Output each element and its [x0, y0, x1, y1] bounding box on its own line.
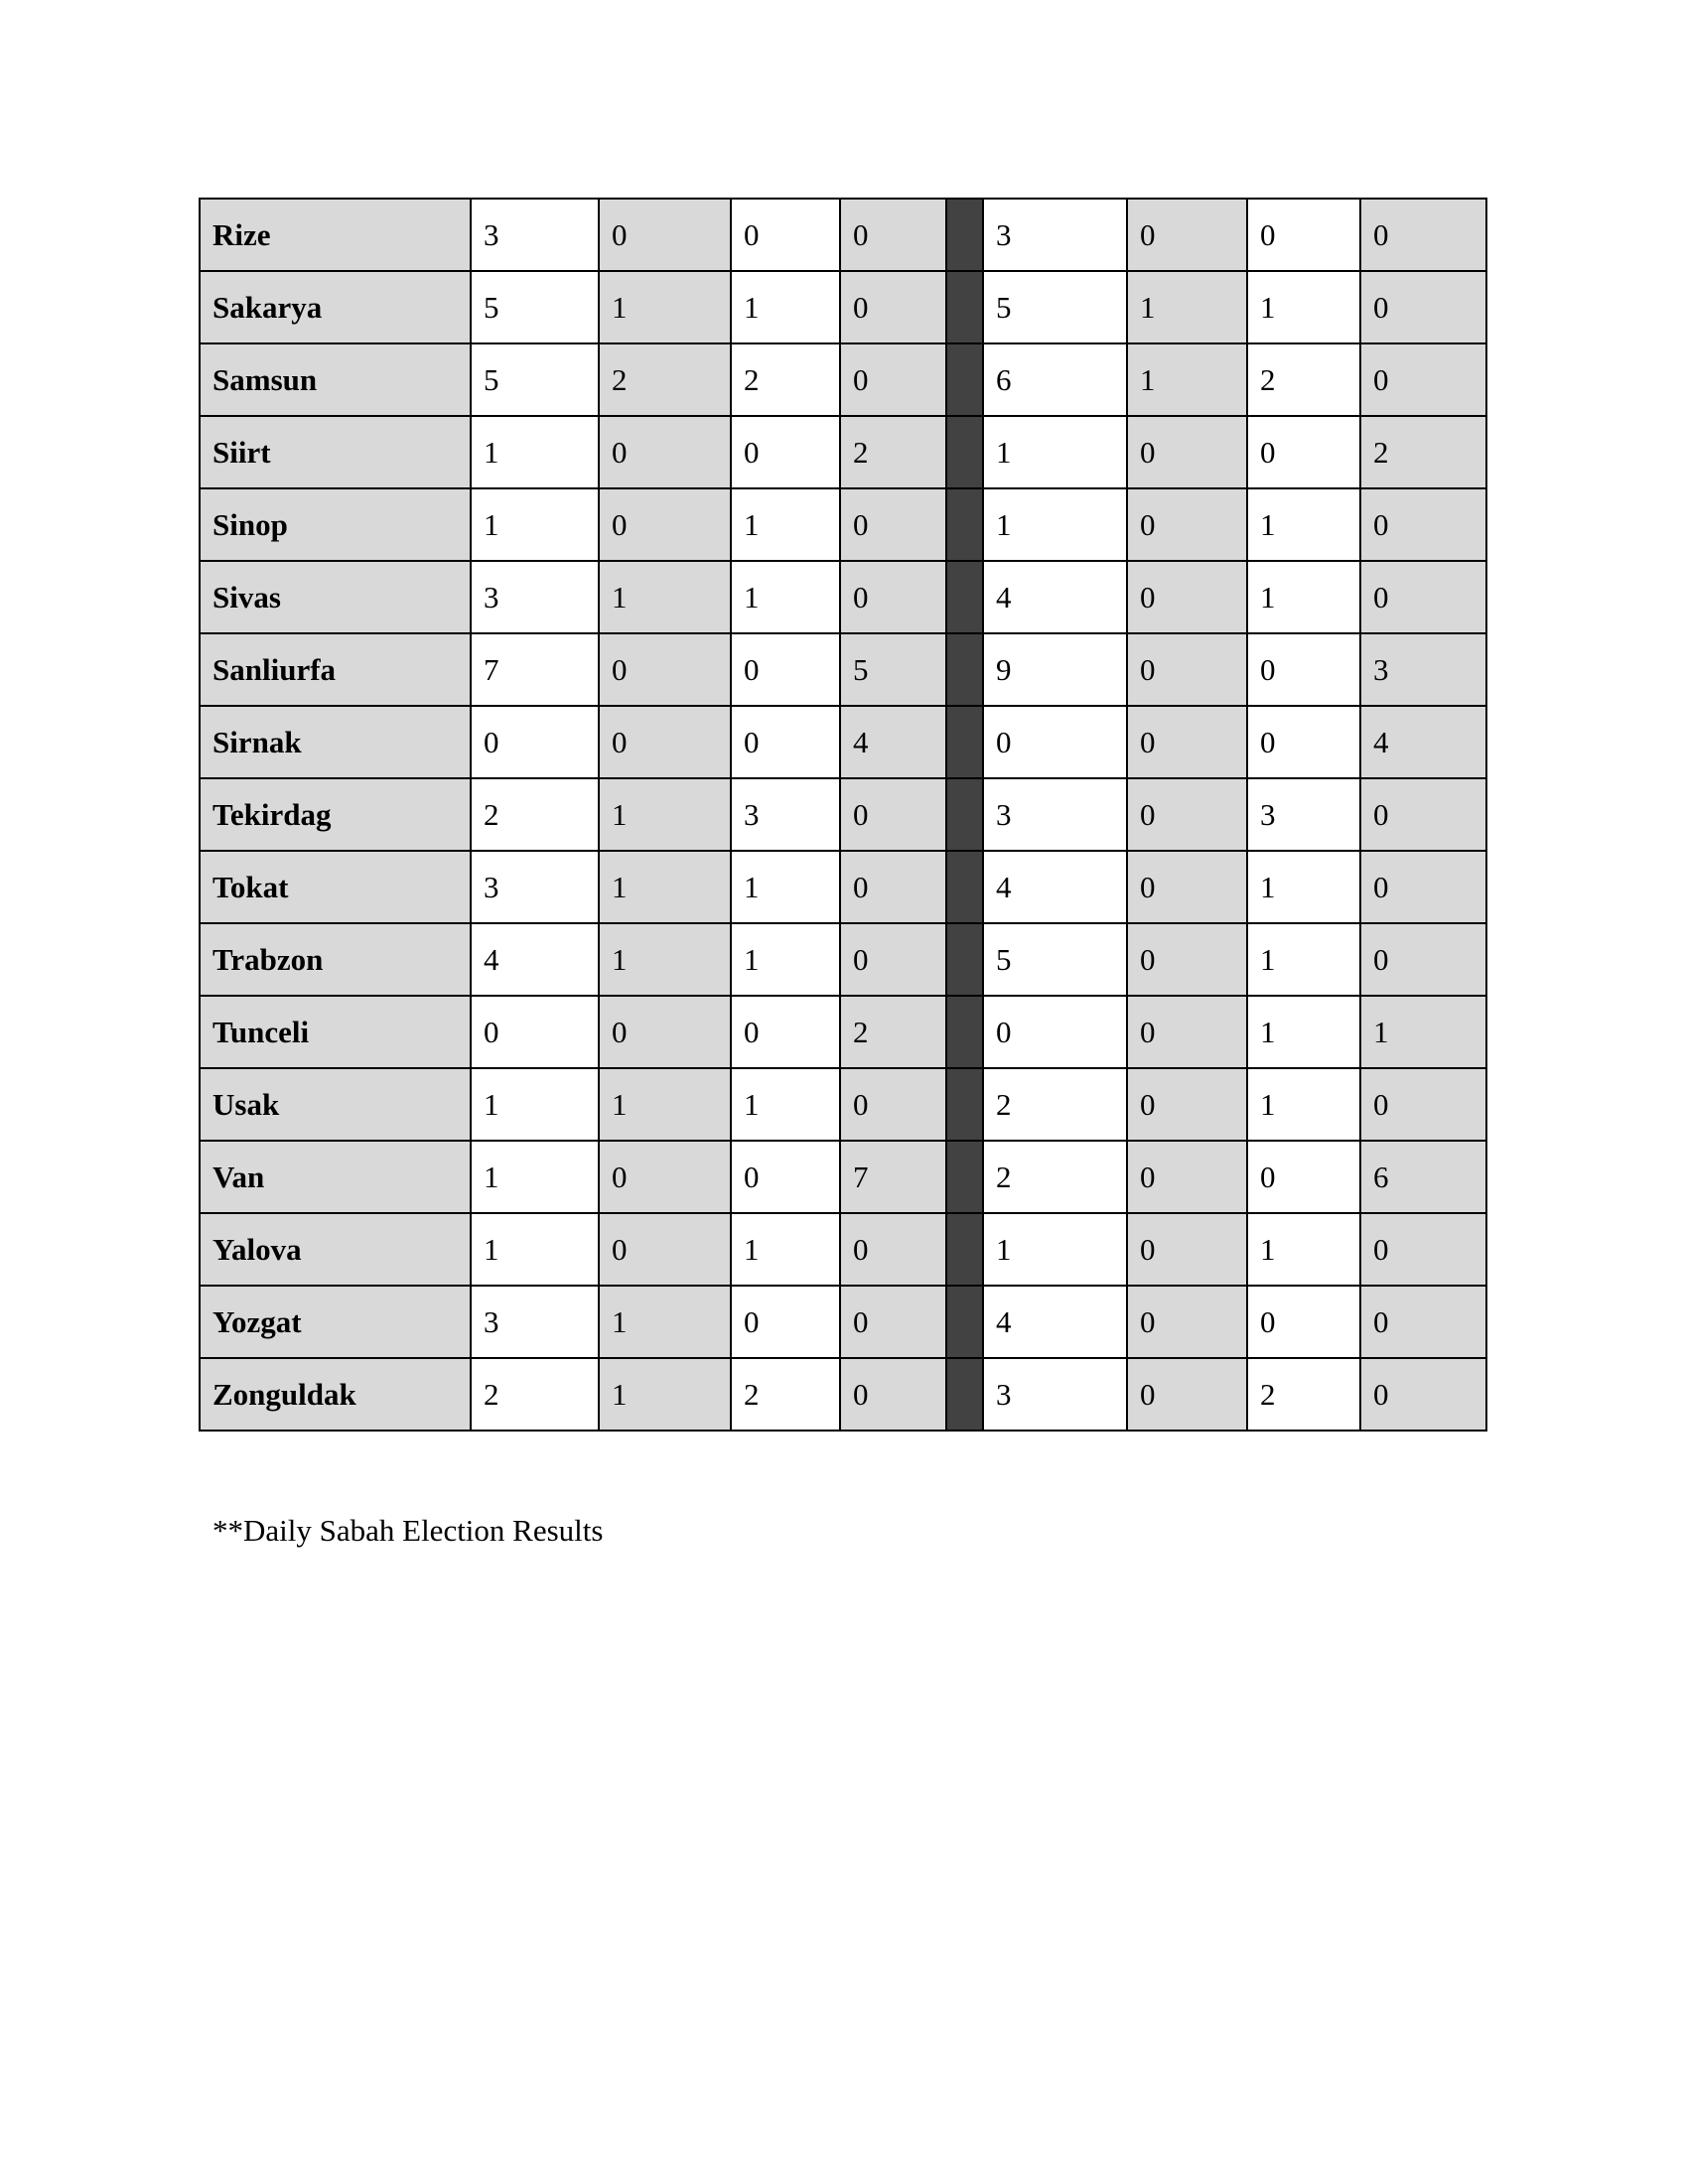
- right-value-cell: 4: [983, 1286, 1127, 1358]
- left-value-cell: 0: [840, 271, 946, 343]
- left-value-cell: 2: [471, 778, 599, 851]
- separator-cell: [946, 633, 983, 706]
- left-value-cell: 1: [731, 488, 840, 561]
- left-value-cell: 7: [840, 1141, 946, 1213]
- right-value-cell: 3: [983, 778, 1127, 851]
- left-value-cell: 5: [471, 271, 599, 343]
- separator-cell: [946, 343, 983, 416]
- left-value-cell: 1: [599, 1358, 731, 1431]
- right-value-cell: 0: [1127, 1358, 1247, 1431]
- separator-cell: [946, 488, 983, 561]
- left-value-cell: 0: [471, 996, 599, 1068]
- left-value-cell: 2: [840, 416, 946, 488]
- left-value-cell: 0: [840, 1213, 946, 1286]
- left-value-cell: 1: [599, 778, 731, 851]
- right-value-cell: 0: [1360, 1358, 1486, 1431]
- left-value-cell: 0: [599, 199, 731, 271]
- source-footnote: **Daily Sabah Election Results: [212, 1513, 604, 1548]
- separator-cell: [946, 778, 983, 851]
- province-name-cell: Yalova: [200, 1213, 471, 1286]
- separator-cell: [946, 1068, 983, 1141]
- left-value-cell: 0: [731, 996, 840, 1068]
- separator-cell: [946, 996, 983, 1068]
- table-row: [200, 996, 1486, 1068]
- right-value-cell: 0: [983, 706, 1127, 778]
- left-value-cell: 0: [599, 996, 731, 1068]
- left-value-cell: 1: [599, 271, 731, 343]
- left-value-cell: 4: [471, 923, 599, 996]
- right-value-cell: 2: [1360, 416, 1486, 488]
- left-value-cell: 0: [840, 561, 946, 633]
- left-value-cell: 0: [731, 633, 840, 706]
- left-value-cell: 0: [599, 416, 731, 488]
- right-value-cell: 1: [1247, 1068, 1360, 1141]
- left-value-cell: 1: [731, 1068, 840, 1141]
- table-row: [200, 1286, 1486, 1358]
- right-value-cell: 4: [1360, 706, 1486, 778]
- province-name-cell: Van: [200, 1141, 471, 1213]
- left-value-cell: 0: [840, 923, 946, 996]
- table-row: [200, 706, 1486, 778]
- province-name-cell: Trabzon: [200, 923, 471, 996]
- left-value-cell: 1: [471, 1213, 599, 1286]
- left-value-cell: 1: [731, 561, 840, 633]
- left-value-cell: 0: [731, 1141, 840, 1213]
- province-name-cell: Yozgat: [200, 1286, 471, 1358]
- table-row: [200, 1213, 1486, 1286]
- left-value-cell: 3: [471, 561, 599, 633]
- left-value-cell: 0: [731, 706, 840, 778]
- province-name-cell: Tekirdag: [200, 778, 471, 851]
- left-value-cell: 1: [731, 1213, 840, 1286]
- right-value-cell: 9: [983, 633, 1127, 706]
- left-value-cell: 0: [599, 1213, 731, 1286]
- right-value-cell: 1: [1247, 923, 1360, 996]
- left-value-cell: 0: [731, 416, 840, 488]
- province-name-cell: Tunceli: [200, 996, 471, 1068]
- right-value-cell: 0: [1127, 1068, 1247, 1141]
- right-value-cell: 0: [1247, 1286, 1360, 1358]
- right-value-cell: 1: [1247, 1213, 1360, 1286]
- table-row: [200, 343, 1486, 416]
- right-value-cell: 0: [1247, 1141, 1360, 1213]
- right-value-cell: 0: [1360, 1213, 1486, 1286]
- right-value-cell: 1: [983, 1213, 1127, 1286]
- right-value-cell: 2: [1247, 1358, 1360, 1431]
- left-value-cell: 1: [471, 1141, 599, 1213]
- province-name-cell: Sakarya: [200, 271, 471, 343]
- left-value-cell: 3: [731, 778, 840, 851]
- left-value-cell: 1: [471, 1068, 599, 1141]
- election-results-table: [199, 198, 1487, 1432]
- separator-cell: [946, 1213, 983, 1286]
- right-value-cell: 0: [1127, 778, 1247, 851]
- province-name-cell: Zonguldak: [200, 1358, 471, 1431]
- left-value-cell: 0: [599, 706, 731, 778]
- province-name-cell: Samsun: [200, 343, 471, 416]
- left-value-cell: 1: [599, 923, 731, 996]
- left-value-cell: 2: [840, 996, 946, 1068]
- right-value-cell: 0: [1127, 416, 1247, 488]
- right-value-cell: 0: [1360, 488, 1486, 561]
- separator-cell: [946, 851, 983, 923]
- left-value-cell: 2: [599, 343, 731, 416]
- right-value-cell: 0: [1127, 561, 1247, 633]
- table-row: [200, 778, 1486, 851]
- left-value-cell: 0: [599, 1141, 731, 1213]
- right-value-cell: 3: [983, 199, 1127, 271]
- right-value-cell: 1: [1247, 561, 1360, 633]
- right-value-cell: 1: [983, 488, 1127, 561]
- right-value-cell: 0: [1360, 271, 1486, 343]
- right-value-cell: 0: [983, 996, 1127, 1068]
- right-value-cell: 0: [1127, 996, 1247, 1068]
- right-value-cell: 5: [983, 923, 1127, 996]
- right-value-cell: 0: [1360, 923, 1486, 996]
- right-value-cell: 0: [1360, 343, 1486, 416]
- table-body: [200, 199, 1486, 1431]
- right-value-cell: 0: [1127, 923, 1247, 996]
- right-value-cell: 6: [983, 343, 1127, 416]
- left-value-cell: 1: [599, 1286, 731, 1358]
- right-value-cell: 0: [1247, 416, 1360, 488]
- left-value-cell: 0: [840, 778, 946, 851]
- table-row: [200, 923, 1486, 996]
- right-value-cell: 0: [1127, 706, 1247, 778]
- right-value-cell: 1: [1247, 271, 1360, 343]
- right-value-cell: 3: [1247, 778, 1360, 851]
- separator-cell: [946, 706, 983, 778]
- left-value-cell: 0: [471, 706, 599, 778]
- table-row: [200, 488, 1486, 561]
- right-value-cell: 1: [1127, 271, 1247, 343]
- right-value-cell: 0: [1360, 561, 1486, 633]
- left-value-cell: 1: [731, 923, 840, 996]
- right-value-cell: 0: [1360, 1068, 1486, 1141]
- left-value-cell: 1: [471, 416, 599, 488]
- right-value-cell: 0: [1127, 1213, 1247, 1286]
- left-value-cell: 1: [599, 561, 731, 633]
- right-value-cell: 0: [1127, 851, 1247, 923]
- separator-cell: [946, 561, 983, 633]
- separator-cell: [946, 923, 983, 996]
- left-value-cell: 2: [731, 343, 840, 416]
- left-value-cell: 1: [731, 851, 840, 923]
- left-value-cell: 3: [471, 199, 599, 271]
- left-value-cell: 1: [599, 1068, 731, 1141]
- table-row: [200, 851, 1486, 923]
- table-row: [200, 561, 1486, 633]
- right-value-cell: 0: [1360, 199, 1486, 271]
- left-value-cell: 0: [840, 1286, 946, 1358]
- province-name-cell: Sirnak: [200, 706, 471, 778]
- separator-cell: [946, 271, 983, 343]
- right-value-cell: 0: [1247, 199, 1360, 271]
- left-value-cell: 2: [731, 1358, 840, 1431]
- right-value-cell: 1: [983, 416, 1127, 488]
- left-value-cell: 3: [471, 1286, 599, 1358]
- separator-cell: [946, 1286, 983, 1358]
- right-value-cell: 0: [1127, 1141, 1247, 1213]
- separator-cell: [946, 1358, 983, 1431]
- left-value-cell: 1: [599, 851, 731, 923]
- left-value-cell: 0: [840, 199, 946, 271]
- right-value-cell: 1: [1247, 488, 1360, 561]
- left-value-cell: 0: [840, 488, 946, 561]
- left-value-cell: 0: [599, 633, 731, 706]
- left-value-cell: 5: [471, 343, 599, 416]
- province-name-cell: Sivas: [200, 561, 471, 633]
- table-row: [200, 1068, 1486, 1141]
- left-value-cell: 0: [840, 343, 946, 416]
- right-value-cell: 5: [983, 271, 1127, 343]
- separator-cell: [946, 416, 983, 488]
- right-value-cell: 4: [983, 851, 1127, 923]
- right-value-cell: 0: [1127, 1286, 1247, 1358]
- left-value-cell: 1: [731, 271, 840, 343]
- table-row: [200, 1358, 1486, 1431]
- table-row: [200, 271, 1486, 343]
- left-value-cell: 5: [840, 633, 946, 706]
- right-value-cell: 1: [1127, 343, 1247, 416]
- left-value-cell: 0: [840, 1358, 946, 1431]
- left-value-cell: 2: [471, 1358, 599, 1431]
- province-name-cell: Usak: [200, 1068, 471, 1141]
- right-value-cell: 0: [1127, 199, 1247, 271]
- left-value-cell: 0: [840, 1068, 946, 1141]
- right-value-cell: 2: [983, 1141, 1127, 1213]
- left-value-cell: 1: [471, 488, 599, 561]
- right-value-cell: 0: [1360, 851, 1486, 923]
- right-value-cell: 0: [1247, 706, 1360, 778]
- separator-cell: [946, 1141, 983, 1213]
- province-name-cell: Rize: [200, 199, 471, 271]
- left-value-cell: 3: [471, 851, 599, 923]
- table-row: [200, 199, 1486, 271]
- province-name-cell: Sinop: [200, 488, 471, 561]
- right-value-cell: 0: [1127, 488, 1247, 561]
- right-value-cell: 3: [983, 1358, 1127, 1431]
- left-value-cell: 7: [471, 633, 599, 706]
- province-name-cell: Tokat: [200, 851, 471, 923]
- province-name-cell: Sanliurfa: [200, 633, 471, 706]
- right-value-cell: 0: [1360, 778, 1486, 851]
- left-value-cell: 0: [731, 1286, 840, 1358]
- separator-cell: [946, 199, 983, 271]
- right-value-cell: 1: [1360, 996, 1486, 1068]
- left-value-cell: 0: [840, 851, 946, 923]
- right-value-cell: 6: [1360, 1141, 1486, 1213]
- right-value-cell: 0: [1127, 633, 1247, 706]
- province-name-cell: Siirt: [200, 416, 471, 488]
- left-value-cell: 4: [840, 706, 946, 778]
- left-value-cell: 0: [599, 488, 731, 561]
- right-value-cell: 1: [1247, 996, 1360, 1068]
- right-value-cell: 0: [1360, 1286, 1486, 1358]
- right-value-cell: 2: [1247, 343, 1360, 416]
- left-value-cell: 0: [731, 199, 840, 271]
- right-value-cell: 3: [1360, 633, 1486, 706]
- table-row: [200, 416, 1486, 488]
- right-value-cell: 0: [1247, 633, 1360, 706]
- right-value-cell: 4: [983, 561, 1127, 633]
- table-row: [200, 1141, 1486, 1213]
- table-row: [200, 633, 1486, 706]
- right-value-cell: 1: [1247, 851, 1360, 923]
- right-value-cell: 2: [983, 1068, 1127, 1141]
